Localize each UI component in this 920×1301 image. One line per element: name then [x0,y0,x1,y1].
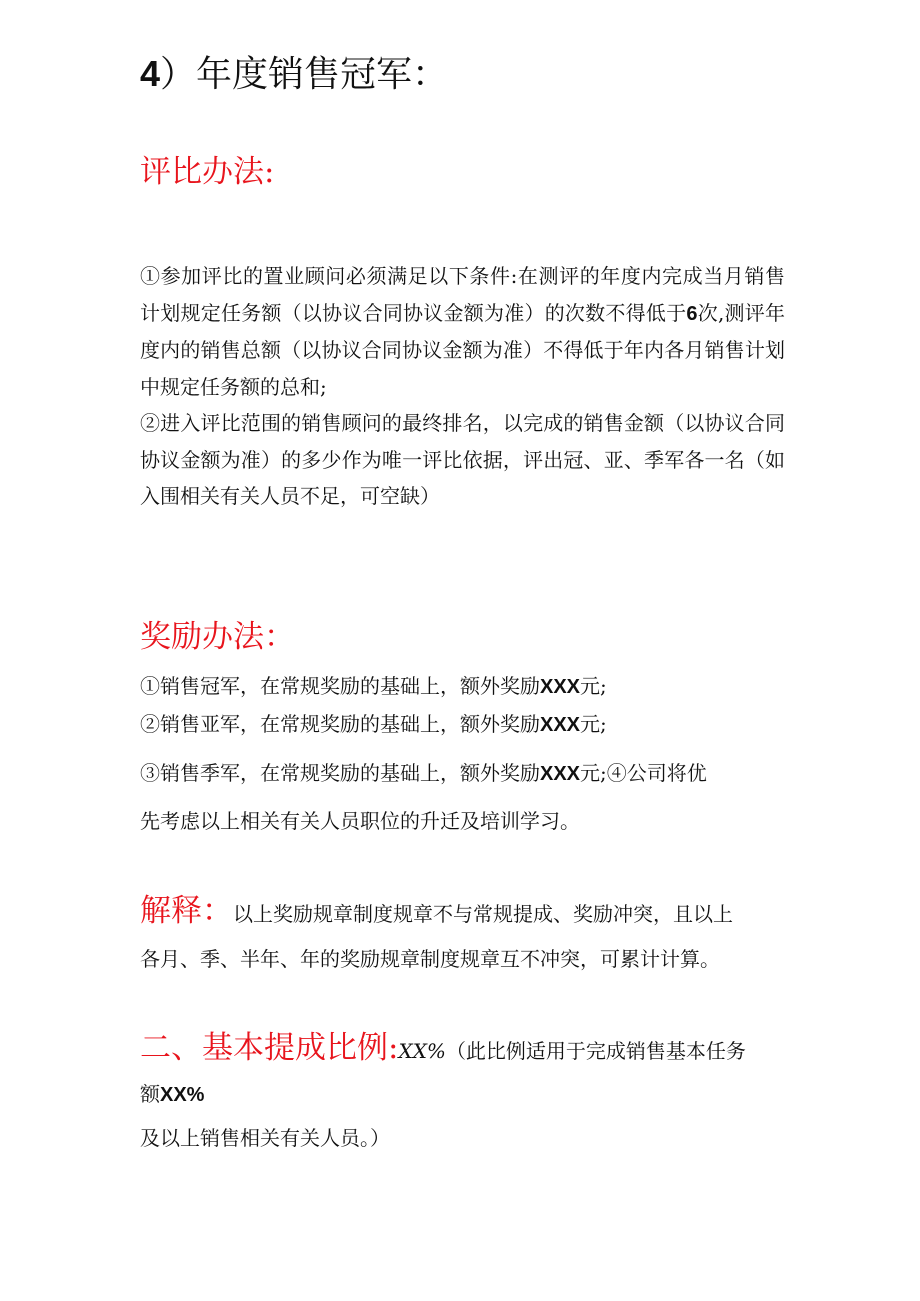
commission-rate: XX% [398,1039,446,1063]
reward-item-3-prefix: ③销售季军，在常规奖励的基础上，额外奖励 [140,761,540,785]
explanation-heading: 解释： [140,893,233,929]
reward-item-3-suffix: 元;④公司将优 [580,761,707,785]
reward-item-2-prefix: ②销售亚军，在常规奖励的基础上，额外奖励 [140,712,540,736]
evaluation-item-1-count: 6 [686,302,698,325]
evaluation-item-1 [140,258,785,405]
reward-item-3 [140,757,785,786]
page-title [140,52,785,97]
rewards-heading: 奖励办法： [140,619,295,655]
reward-item-1-suffix: 元; [580,674,607,698]
reward-item-2-suffix: 元; [580,712,607,736]
explanation-line-1 [140,891,785,931]
evaluation-item-1-text-2: 次,测评年度内的销售总额（以协议合同协议金额为准）不得低于年内各月销售计划中规定任务额的总和; [140,300,786,399]
reward-item-1-prefix: ①销售冠军，在常规奖励的基础上，额外奖励 [140,674,540,698]
commission-text-2-rate: XX% [160,1084,205,1106]
title-text: ）年度销售冠军： [160,54,449,95]
commission-text-2-prefix: 额 [140,1082,160,1106]
evaluation-body [140,258,785,515]
commission-heading: 二、基本提成比例: [140,1030,399,1066]
evaluation-item-2: ②进入评比范围的销售顾问的最终排名，以完成的销售金额（以协议合同协议金额为准）的多少作为唯一评比依据，评出冠、亚、季军各一名（如入围相关有关人员不足，可空缺） [140,411,785,508]
reward-item-3-amount: XXX [540,763,581,785]
reward-item-2 [140,708,785,737]
evaluation-heading: 评比办法: [140,154,275,190]
reward-item-3-continued: 先考虑以上相关有关人员职位的升迁及培训学习。 [140,809,580,833]
reward-item-1 [140,670,785,699]
commission-line-3: 及以上销售相关有关人员。） [140,1126,390,1150]
commission-line-2 [140,1078,785,1107]
commission-line-1 [140,1026,785,1070]
reward-item-1-amount: XXX [540,676,581,698]
commission-text-1: （此比例适用于完成销售基本任务 [445,1039,746,1063]
title-number: 4 [140,53,161,94]
reward-item-2-amount: XXX [540,714,581,736]
explanation-line-2: 各月、季、半年、年的奖励规章制度规章互不冲突，可累计计算。 [140,947,720,971]
explanation-text-1: 以上奖励规章制度规章不与常规提成、奖励冲突，且以上 [233,902,733,926]
evaluation-item-1-text: ①参加评比的置业顾问必须满足以下条件:在测评的年度内完成当月销售计划规定任务额（以协议合同协议金额为准）的次数不得低于 [140,264,785,325]
